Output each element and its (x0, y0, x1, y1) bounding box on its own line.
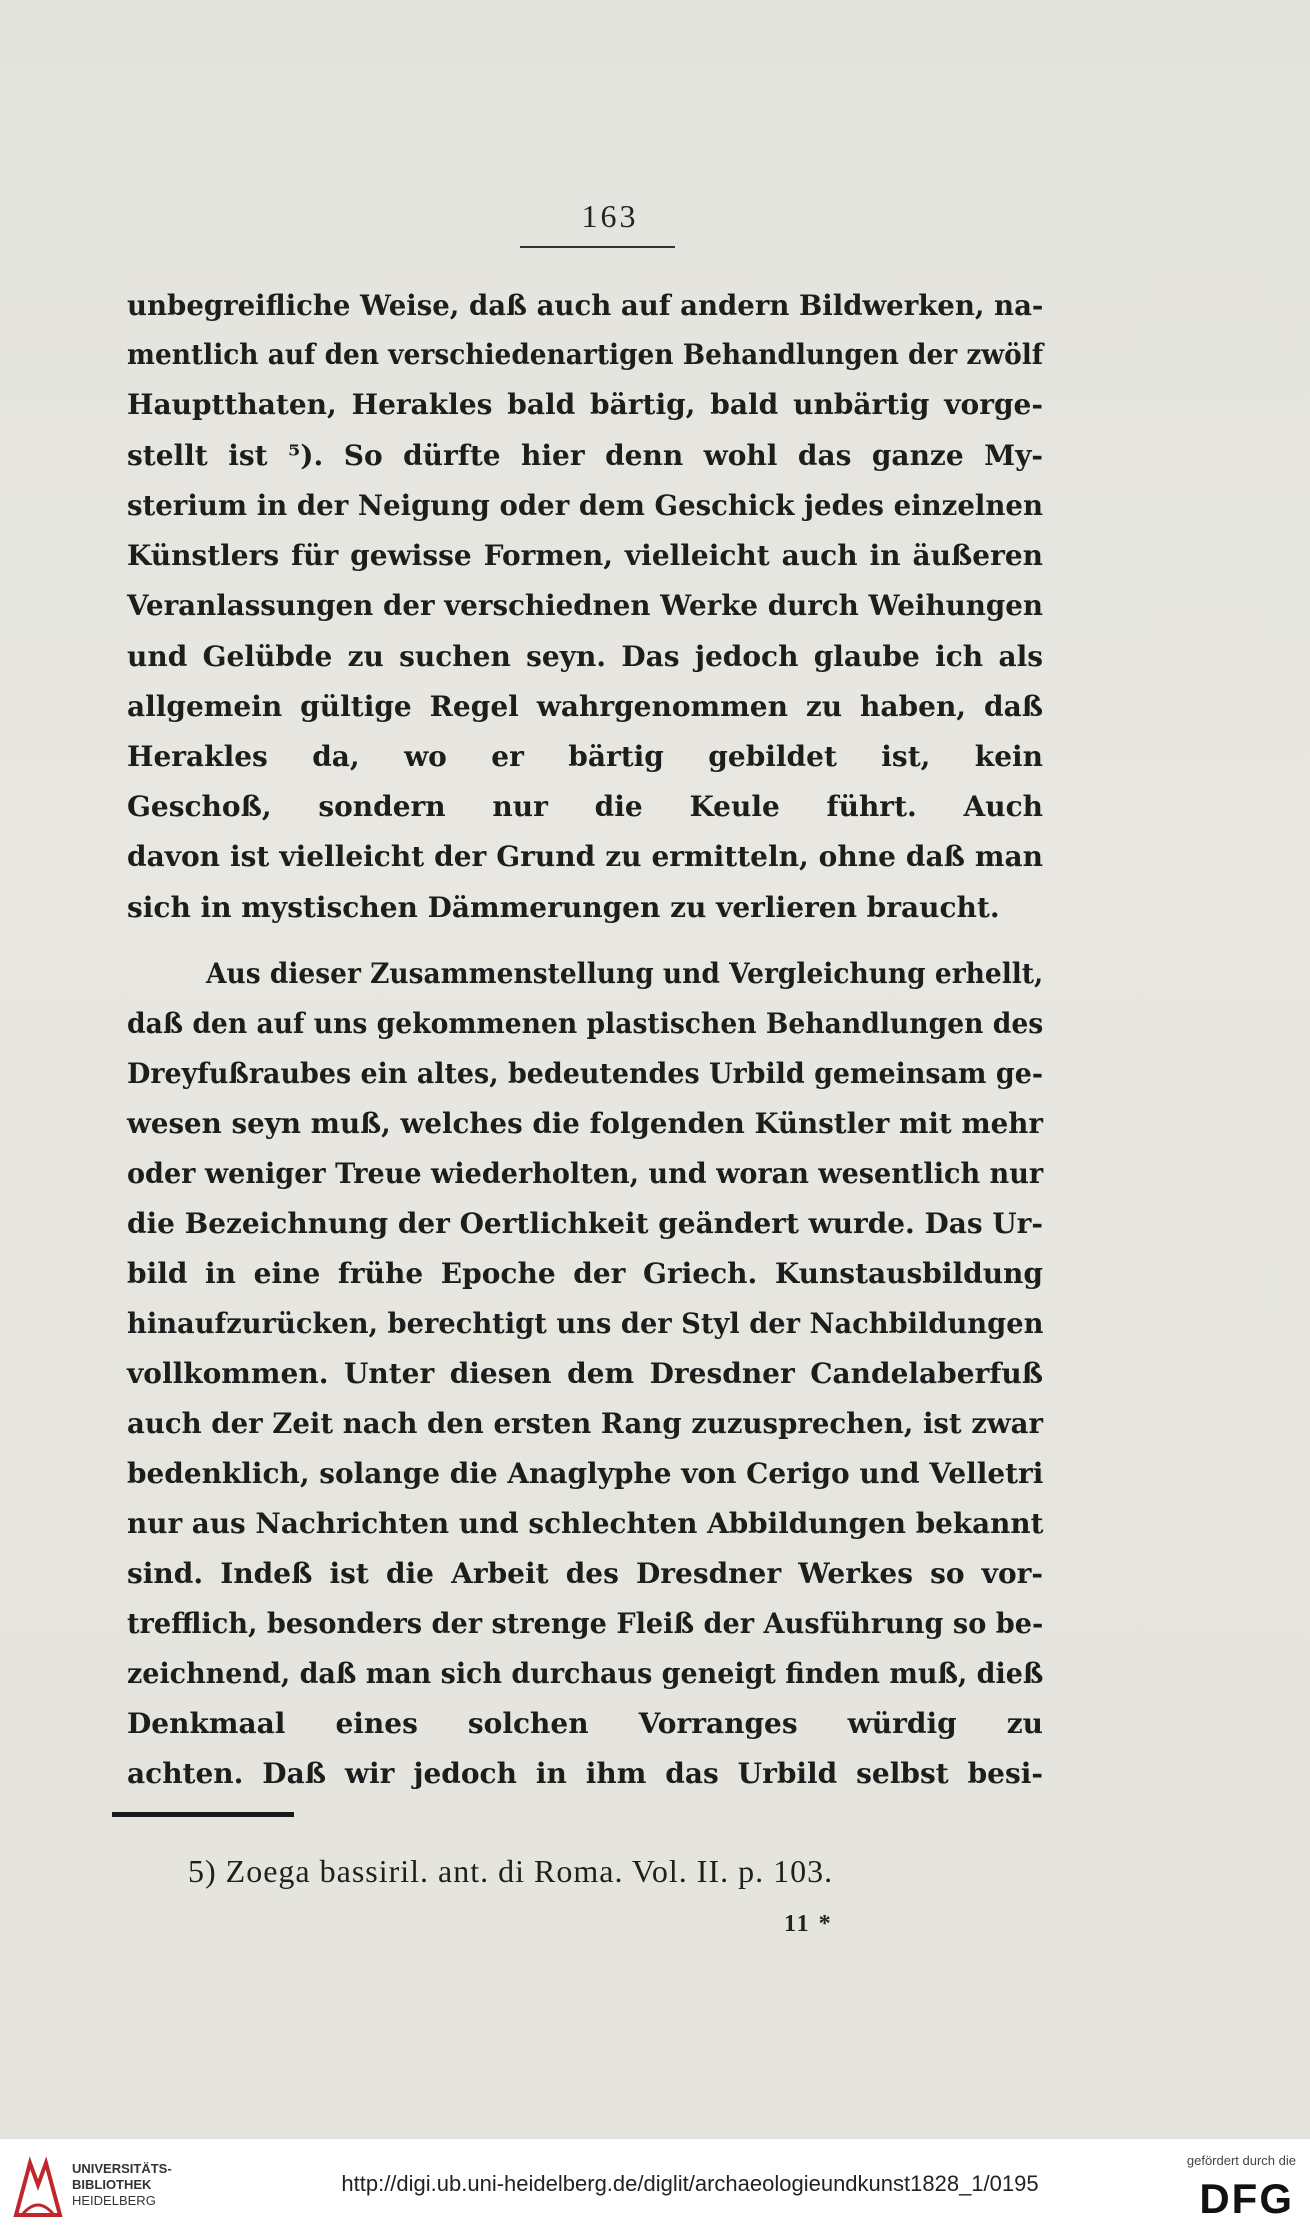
text-line: daß den auf uns gekommenen plastischen Behandlungen des (127, 1007, 1044, 1040)
text-line: Herakles da, wo er bärtig gebildet ist, kein (127, 740, 1043, 773)
text-line: sind. Indeß ist die Arbeit des Dresdner Werkes so vor- (127, 1557, 1043, 1590)
text-line: allgemein gültige Regel wahrgenommen zu haben, daß (127, 690, 1043, 723)
text-line: Geschoß, sondern nur die Keule führt. Auch (127, 790, 1043, 823)
page-number: 163 (581, 198, 639, 234)
text-line: Aus dieser Zusammenstellung und Vergleichung erhellt, (206, 957, 1044, 990)
text-line: achten. Daß wir jedoch in ihm das Urbild selbst besi- (127, 1757, 1043, 1790)
signature-mark: 11 * (784, 1911, 833, 1937)
text-line: oder weniger Treue wiederholten, und woran wesentlich nur (127, 1157, 1044, 1190)
university-seal-icon (12, 2155, 64, 2221)
university-name (72, 2161, 172, 2209)
institution-line: BIBLIOTHEK (72, 2177, 152, 2192)
text-line: die Bezeichnung der Oertlichkeit geändert wurde. Das Ur- (127, 1207, 1043, 1240)
text-line: vollkommen. Unter diesen dem Dresdner Candelaberfuß (127, 1357, 1043, 1390)
text-line: Veranlassungen der verschiednen Werke durch Weihungen (127, 589, 1043, 622)
footnote: 5) Zoega bassiril. ant. di Roma. Vol. II. p. 103. (188, 1853, 834, 1889)
text-line: Künstlers für gewisse Formen, vielleicht auch in äußeren (127, 539, 1043, 572)
text-line: auch der Zeit nach den ersten Rang zuzusprechen, ist zwar (127, 1407, 1043, 1440)
text-line: Dreyfußraubes ein altes, bedeutendes Urbild gemeinsam ge- (127, 1057, 1043, 1090)
text-line: zeichnend, daß man sich durchaus geneigt finden muß, dieß (127, 1657, 1044, 1690)
institution-line: UNIVERSITÄTS- (72, 2161, 172, 2176)
text-line: sterium in der Neigung oder dem Geschick jedes einzelnen (127, 489, 1043, 522)
text-line: davon ist vielleicht der Grund zu ermitteln, ohne daß man (127, 840, 1043, 873)
header-rule (520, 246, 675, 248)
text-line: wesen seyn muß, welches die folgenden Künstler mit mehr (127, 1107, 1043, 1140)
institution-line: HEIDELBERG (72, 2193, 156, 2208)
text-line: trefflich, besonders der strenge Fleiß der Ausführung so be- (127, 1607, 1044, 1640)
footer-bar (0, 2138, 1310, 2237)
text-line: Denkmaal eines solchen Vorranges würdig zu (127, 1707, 1043, 1740)
dfg-logo: DFG (1199, 2175, 1294, 2222)
permalink[interactable]: http://digi.ub.uni-heidelberg.de/diglit/archaeologieundkunst1828_1/0195 (341, 2171, 1039, 2196)
text-line: bild in eine frühe Epoche der Griech. Kunstausbildung (127, 1257, 1043, 1290)
text-line: nur aus Nachrichten und schlechten Abbildungen bekannt (127, 1507, 1044, 1540)
text-line: unbegreifliche Weise, daß auch auf andern Bildwerken, na- (127, 289, 1044, 322)
text-line: bedenklich, solange die Anaglyphe von Cerigo und Velletri (127, 1457, 1044, 1490)
footnote-rule (112, 1812, 294, 1817)
text-line: sich in mystischen Dämmerungen zu verlieren braucht. (127, 891, 1000, 924)
text-line: hinaufzurücken, berechtigt uns der Styl der Nachbildungen (127, 1307, 1044, 1340)
text-line: und Gelübde zu suchen seyn. Das jedoch glaube ich als (127, 640, 1043, 673)
text-line: stellt ist ⁵). So dürfte hier denn wohl das ganze My- (127, 439, 1043, 472)
text-line: mentlich auf den verschiedenartigen Behandlungen der zwölf (127, 338, 1044, 371)
text-line: Hauptthaten, Herakles bald bärtig, bald unbärtig vorge- (127, 388, 1043, 421)
funding-note: gefördert durch die (1186, 2153, 1296, 2168)
